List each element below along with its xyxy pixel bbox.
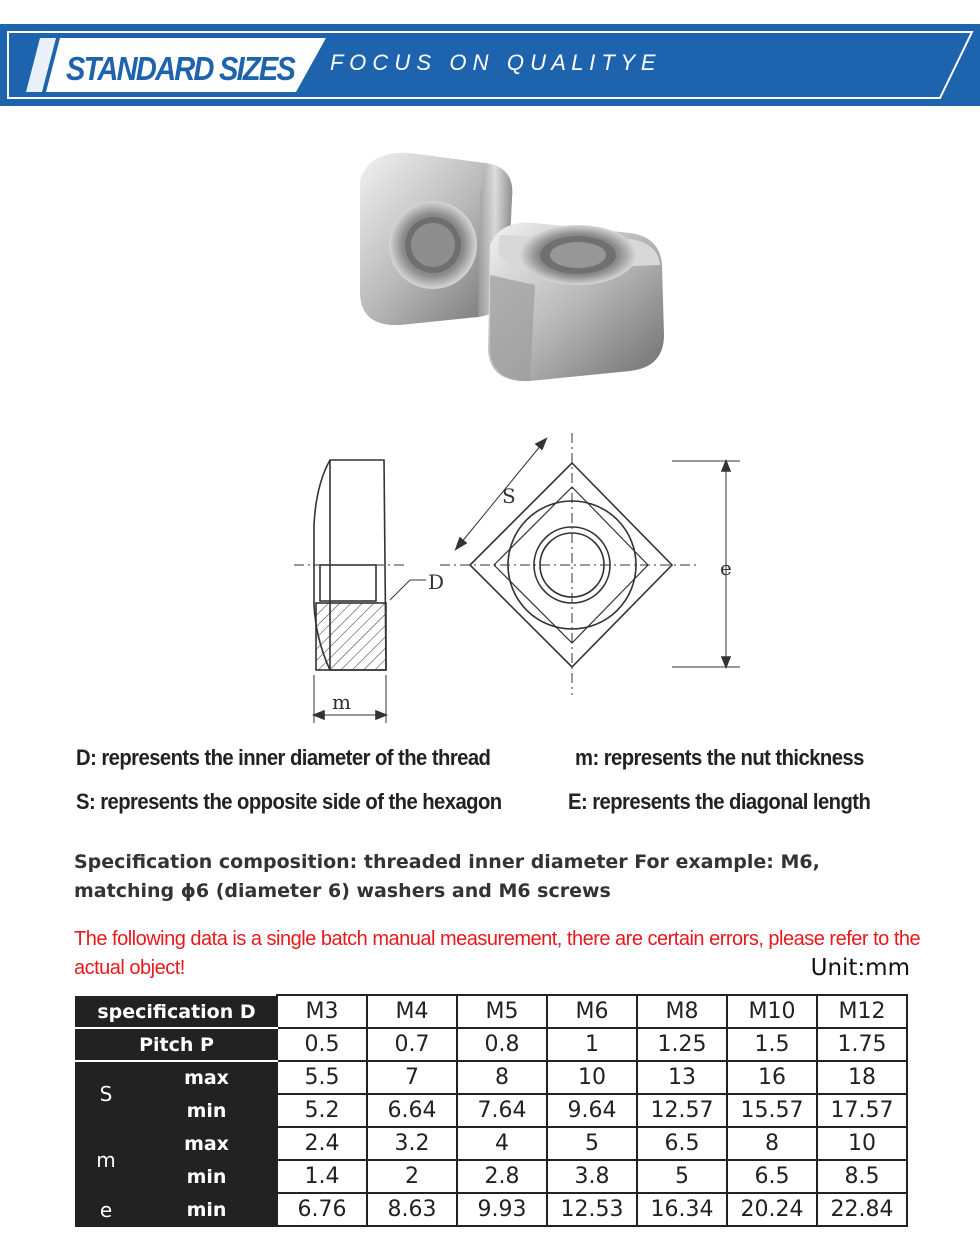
cell-m-min: 6.5 (727, 1160, 817, 1193)
cell-e-min: 8.63 (367, 1193, 457, 1226)
cell-e-min: 12.53 (547, 1193, 637, 1226)
table-row-s-min (76, 1094, 907, 1127)
page-title: STANDARD SIZES (66, 50, 295, 87)
table-row-m-min (76, 1160, 907, 1193)
table-row-spec (76, 995, 907, 1028)
header-min: min (136, 1094, 277, 1127)
cell-m-max: 3.2 (367, 1127, 457, 1160)
unit-label: Unit:mm (810, 955, 910, 981)
cell-pitch: 1.5 (727, 1028, 817, 1061)
cell-spec: M6 (547, 995, 637, 1028)
cell-m-max: 2.4 (277, 1127, 367, 1160)
table-row-pitch (76, 1028, 907, 1061)
header-e: e (76, 1193, 136, 1226)
cell-spec: M3 (277, 995, 367, 1028)
cell-m-min: 8.5 (817, 1160, 907, 1193)
banner-tagline: F O C U S O N Q U A L I T Y E (330, 50, 656, 75)
table-row-s-max (76, 1061, 907, 1094)
cell-e-min: 9.93 (457, 1193, 547, 1226)
cell-s-max: 5.5 (277, 1061, 367, 1094)
table-row-e-min (76, 1193, 907, 1226)
cell-spec: M5 (457, 995, 547, 1028)
cell-pitch: 0.7 (367, 1028, 457, 1061)
cell-s-max: 10 (547, 1061, 637, 1094)
cell-m-min: 5 (637, 1160, 727, 1193)
cell-e-min: 20.24 (727, 1193, 817, 1226)
cell-s-min: 6.64 (367, 1094, 457, 1127)
side-view (294, 460, 426, 723)
measurement-note: The following data is a single batch manual measurement, there are certain errors, please refer to the actual object! (74, 928, 921, 979)
square-nut-photo (330, 135, 690, 405)
cell-s-min: 5.2 (277, 1094, 367, 1127)
cell-m-max: 8 (727, 1127, 817, 1160)
cell-e-min: 6.76 (277, 1193, 367, 1226)
cell-spec: M4 (367, 995, 457, 1028)
desc-d: D: represents the inner diameter of the thread (76, 745, 491, 770)
desc-s: S: represents the opposite side of the hexagon (76, 789, 502, 814)
label-s: S (502, 484, 516, 508)
cell-s-min: 9.64 (547, 1094, 637, 1127)
header-max: max (136, 1061, 277, 1094)
cell-s-max: 18 (817, 1061, 907, 1094)
label-m: m (332, 690, 351, 714)
cell-e-min: 16.34 (637, 1193, 727, 1226)
cell-s-max: 8 (457, 1061, 547, 1094)
spec-composition: Specification composition: threaded inner diameter For example: M6, matching ϕ6 (diameter 6) washers and M6 screws (74, 851, 820, 902)
header-m: m (76, 1127, 136, 1193)
cell-s-min: 15.57 (727, 1094, 817, 1127)
header-spec: specification D (76, 995, 277, 1028)
header-max: max (136, 1127, 277, 1160)
cell-m-min: 2.8 (457, 1160, 547, 1193)
cell-s-max: 16 (727, 1061, 817, 1094)
cell-s-max: 13 (637, 1061, 727, 1094)
cell-pitch: 0.8 (457, 1028, 547, 1061)
header-min: min (136, 1160, 277, 1193)
cell-spec: M8 (637, 995, 727, 1028)
header-min: min (136, 1193, 277, 1226)
cell-m-max: 10 (817, 1127, 907, 1160)
label-e: e (720, 556, 732, 580)
cell-pitch: 1.75 (817, 1028, 907, 1061)
top-view (440, 433, 740, 695)
cell-pitch: 0.5 (277, 1028, 367, 1061)
cell-e-min: 22.84 (817, 1193, 907, 1226)
cell-s-min: 7.64 (457, 1094, 547, 1127)
header-s: S (76, 1061, 136, 1127)
desc-m: m: represents the nut thickness (575, 745, 864, 770)
cell-m-min: 1.4 (277, 1160, 367, 1193)
cell-m-max: 4 (457, 1127, 547, 1160)
cell-s-min: 12.57 (637, 1094, 727, 1127)
cell-s-min: 17.57 (817, 1094, 907, 1127)
cell-spec: M12 (817, 995, 907, 1028)
cell-pitch: 1.25 (637, 1028, 727, 1061)
cell-pitch: 1 (547, 1028, 637, 1061)
nut-front (488, 223, 664, 381)
cell-m-max: 5 (547, 1127, 637, 1160)
header-pitch: Pitch P (76, 1028, 277, 1061)
spec-table (75, 994, 908, 1227)
nut-dimension-drawing (280, 425, 760, 730)
cell-m-min: 2 (367, 1160, 457, 1193)
table-row-m-max (76, 1127, 907, 1160)
cell-s-max: 7 (367, 1061, 457, 1094)
desc-e: E: represents the diagonal length (568, 789, 871, 814)
cell-m-min: 3.8 (547, 1160, 637, 1193)
label-d: D (428, 570, 445, 594)
cell-spec: M10 (727, 995, 817, 1028)
cell-m-max: 6.5 (637, 1127, 727, 1160)
